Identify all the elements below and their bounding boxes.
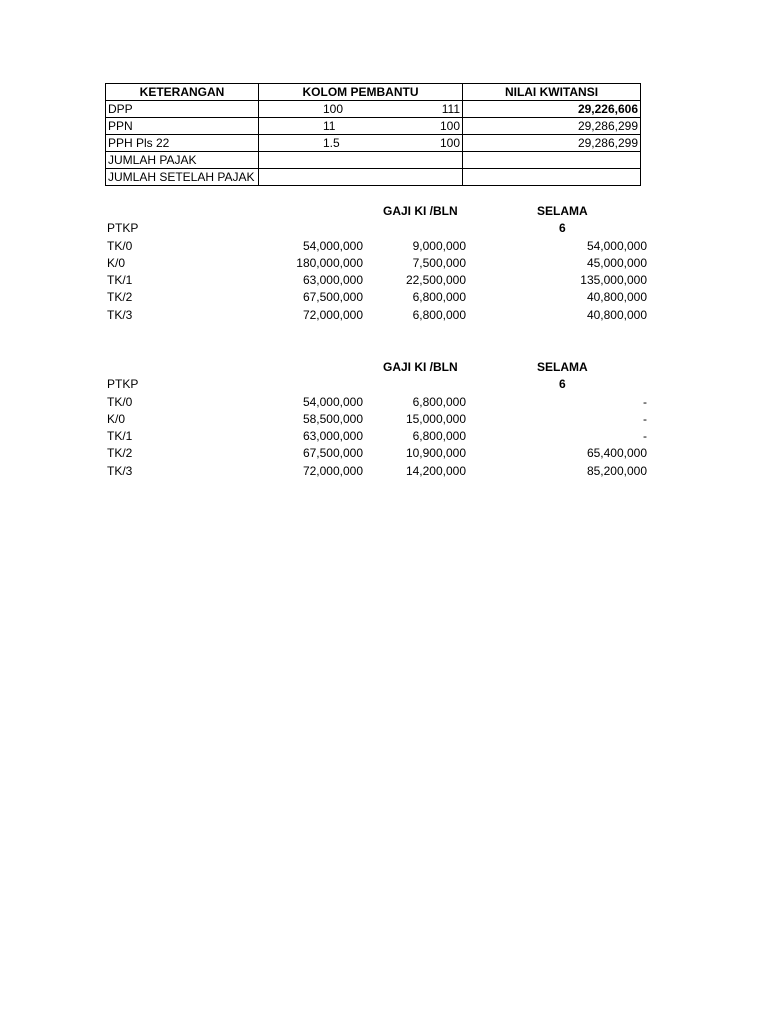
- gaji-cell[interactable]: 6,800,000: [412, 290, 466, 305]
- table-row: [107, 238, 652, 255]
- row-label[interactable]: PPH Pls 22: [106, 135, 259, 152]
- helper-value-b: 100: [439, 136, 460, 150]
- table-row: [106, 152, 641, 169]
- gaji-cell[interactable]: 9,000,000: [412, 238, 466, 253]
- gaji-cell[interactable]: 14,200,000: [405, 463, 466, 478]
- block-header-row: [107, 203, 652, 220]
- selama-header[interactable]: SELAMA: [537, 360, 588, 374]
- status-cell[interactable]: TK/2: [107, 290, 133, 305]
- ptkp-cell[interactable]: 54,000,000: [302, 394, 363, 409]
- block-subheader-row: [107, 376, 652, 393]
- selama-cell[interactable]: -: [643, 429, 647, 444]
- ptkp-cell[interactable]: 67,500,000: [302, 446, 363, 461]
- tax-table-header-row: [106, 84, 641, 101]
- helper-value-a: 1.5: [323, 136, 340, 150]
- helper-value-b: 100: [439, 119, 460, 133]
- table-row: [107, 307, 652, 324]
- table-row: [107, 463, 652, 480]
- receipt-value[interactable]: 29,226,606: [463, 101, 641, 118]
- receipt-value[interactable]: 29,286,299: [463, 118, 641, 135]
- ptkp-cell[interactable]: 72,000,000: [302, 307, 363, 322]
- status-cell[interactable]: K/0: [107, 411, 126, 426]
- gaji-cell[interactable]: 15,000,000: [405, 411, 466, 426]
- helper-cell[interactable]: [259, 152, 463, 169]
- table-row: [106, 169, 641, 186]
- selama-cell[interactable]: 85,200,000: [586, 463, 647, 478]
- status-cell[interactable]: TK/2: [107, 446, 133, 461]
- block-header-row: [107, 359, 652, 376]
- table-row: [107, 411, 652, 428]
- selama-cell[interactable]: 135,000,000: [580, 273, 647, 288]
- selama-months[interactable]: 6: [559, 221, 566, 236]
- row-label[interactable]: DPP: [106, 101, 259, 118]
- selama-months[interactable]: 6: [559, 377, 566, 392]
- table-row: [107, 428, 652, 445]
- helper-value-a: 11: [323, 119, 336, 133]
- table-row: [106, 135, 641, 152]
- selama-cell[interactable]: 45,000,000: [586, 255, 647, 270]
- selama-cell[interactable]: -: [643, 394, 647, 409]
- status-cell[interactable]: K/0: [107, 255, 126, 270]
- gaji-cell[interactable]: 6,800,000: [412, 429, 466, 444]
- table-row: [107, 289, 652, 306]
- status-cell[interactable]: TK/3: [107, 463, 133, 478]
- receipt-value[interactable]: [463, 169, 641, 186]
- selama-cell[interactable]: 40,800,000: [586, 307, 647, 322]
- table-row: [106, 118, 641, 135]
- header-keterangan[interactable]: KETERANGAN: [106, 84, 259, 101]
- selama-header[interactable]: SELAMA: [537, 204, 588, 218]
- table-row: [107, 394, 652, 411]
- ptkp-block-2: [107, 359, 652, 480]
- table-row: [107, 445, 652, 462]
- gaji-cell[interactable]: 7,500,000: [412, 255, 466, 270]
- row-label[interactable]: PPN: [106, 118, 259, 135]
- ptkp-cell[interactable]: 67,500,000: [302, 290, 363, 305]
- helper-cell[interactable]: [259, 169, 463, 186]
- gaji-cell[interactable]: 6,800,000: [412, 394, 466, 409]
- status-cell[interactable]: TK/0: [107, 238, 133, 253]
- helper-cell[interactable]: [259, 101, 463, 118]
- row-label[interactable]: JUMLAH SETELAH PAJAK: [106, 169, 259, 186]
- table-row: [107, 255, 652, 272]
- selama-cell[interactable]: -: [643, 411, 647, 426]
- ptkp-cell[interactable]: 63,000,000: [302, 429, 363, 444]
- selama-cell[interactable]: 65,400,000: [586, 446, 647, 461]
- gaji-header[interactable]: GAJI KI /BLN: [383, 360, 458, 374]
- receipt-value[interactable]: 29,286,299: [463, 135, 641, 152]
- tax-table: [105, 83, 641, 186]
- status-cell[interactable]: TK/1: [107, 273, 133, 288]
- gaji-cell[interactable]: 6,800,000: [412, 307, 466, 322]
- ptkp-cell[interactable]: 180,000,000: [296, 255, 363, 270]
- ptkp-cell[interactable]: 54,000,000: [302, 238, 363, 253]
- table-row: [106, 101, 641, 118]
- receipt-value[interactable]: [463, 152, 641, 169]
- ptkp-cell[interactable]: 63,000,000: [302, 273, 363, 288]
- ptkp-block-1: [107, 203, 652, 324]
- selama-cell[interactable]: 54,000,000: [586, 238, 647, 253]
- gaji-cell[interactable]: 22,500,000: [405, 273, 466, 288]
- status-cell[interactable]: TK/3: [107, 307, 133, 322]
- ptkp-cell[interactable]: 72,000,000: [302, 463, 363, 478]
- selama-cell[interactable]: 40,800,000: [586, 290, 647, 305]
- helper-cell[interactable]: [259, 118, 463, 135]
- helper-cell[interactable]: [259, 135, 463, 152]
- gaji-header[interactable]: GAJI KI /BLN: [383, 204, 458, 218]
- status-cell[interactable]: TK/0: [107, 394, 133, 409]
- row-label[interactable]: JUMLAH PAJAK: [106, 152, 259, 169]
- ptkp-label[interactable]: PTKP: [107, 221, 139, 236]
- helper-value-b: 111: [441, 102, 460, 116]
- status-cell[interactable]: TK/1: [107, 429, 133, 444]
- helper-value-a: 100: [323, 102, 344, 116]
- block-subheader-row: [107, 220, 652, 237]
- gaji-cell[interactable]: 10,900,000: [405, 446, 466, 461]
- header-kolom-pembantu[interactable]: KOLOM PEMBANTU: [259, 84, 463, 101]
- header-nilai-kwitansi[interactable]: NILAI KWITANSI: [463, 84, 641, 101]
- ptkp-cell[interactable]: 58,500,000: [302, 411, 363, 426]
- ptkp-label[interactable]: PTKP: [107, 377, 139, 392]
- table-row: [107, 272, 652, 289]
